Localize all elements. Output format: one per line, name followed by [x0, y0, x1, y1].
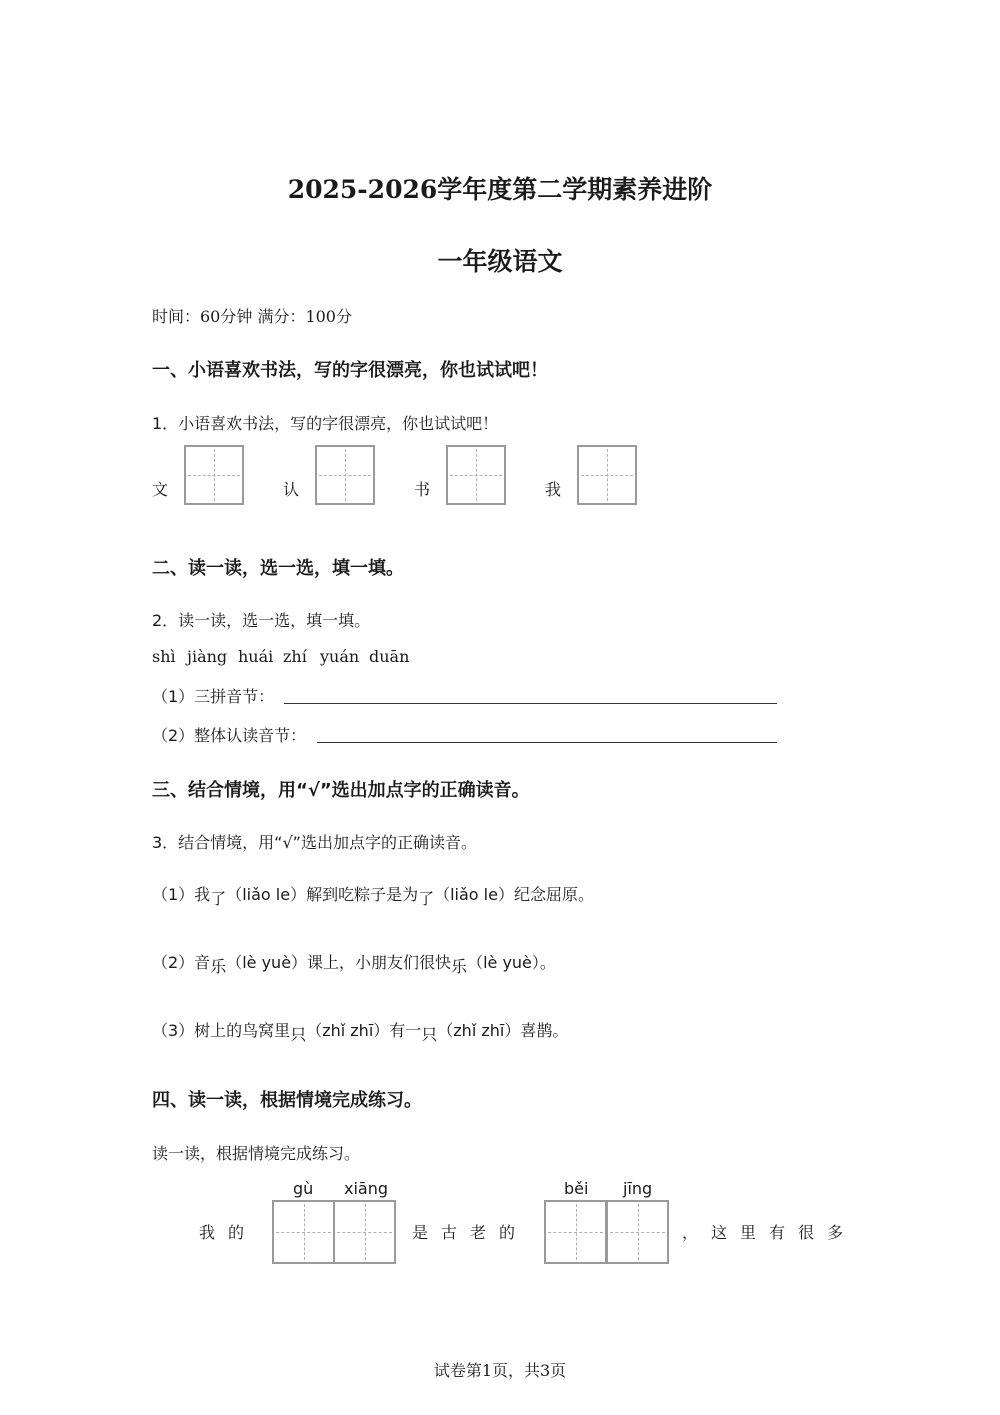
- answer-line-2[interactable]: [317, 741, 777, 743]
- writing-box-1[interactable]: [184, 445, 244, 505]
- item-2-label: （2）整体认读音节：: [152, 726, 307, 745]
- question-1: 1．小语喜欢书法，写的字很漂亮，你也试试吧！: [152, 414, 499, 433]
- pinyin-option-4: zhí: [283, 647, 307, 666]
- exam-title: 2025-2026学年度第二学期素养进阶: [287, 175, 713, 204]
- writing-box-3[interactable]: [446, 445, 506, 505]
- writing-box-jing[interactable]: [606, 1200, 669, 1264]
- q3-item-2: （2）音乐（lè yuè）课上，小朋友们很快乐（lè yuè）。: [152, 953, 556, 976]
- question-3: 3．结合情境，用“√”选出加点字的正确读音。: [152, 833, 477, 852]
- section-2-heading: 二、读一读，选一选，填一填。: [152, 558, 404, 579]
- q3-item-1: （1）我了（liǎo le）解到吃粽子是为了（liǎo le）纪念屈原。: [152, 885, 594, 908]
- section-3-heading: 三、结合情境，用“√”选出加点字的正确读音。: [152, 780, 530, 801]
- q3-item-3: （3）树上的鸟窝里只（zhǐ zhī）有一只（zhǐ zhī）喜鹊。: [152, 1021, 569, 1044]
- char-wen: 文: [152, 480, 169, 499]
- char-shu: 书: [414, 480, 431, 499]
- exam-info: 时间：60分钟 满分：100分: [152, 307, 352, 326]
- page-footer: 试卷第1页，共3页: [433, 1361, 567, 1380]
- pinyin-option-6: duān: [369, 647, 410, 666]
- writing-box-bei[interactable]: [544, 1200, 607, 1264]
- pinyin-option-2: jiàng: [187, 647, 228, 666]
- sentence-part-1: 我的: [199, 1223, 258, 1242]
- char-ren: 认: [283, 480, 300, 499]
- section-4-heading: 四、读一读，根据情境完成练习。: [152, 1090, 422, 1111]
- writing-box-gu[interactable]: [272, 1200, 335, 1264]
- pinyin-option-1: shì: [152, 647, 176, 666]
- pinyin-option-3: huái: [238, 647, 274, 666]
- pinyin-option-5: yuán: [320, 647, 360, 666]
- pinyin-bei: běi: [564, 1179, 589, 1198]
- question-2: 2．读一读，选一选，填一填。: [152, 611, 371, 630]
- exam-subject: 一年级语文: [437, 247, 563, 276]
- pinyin-gu: gù: [293, 1179, 314, 1198]
- sentence-part-2: 是古老的: [412, 1223, 529, 1242]
- writing-box-2[interactable]: [315, 445, 375, 505]
- writing-box-4[interactable]: [577, 445, 637, 505]
- question-4: 读一读，根据情境完成练习。: [152, 1144, 361, 1163]
- char-wo: 我: [545, 480, 562, 499]
- item-1-label: （1）三拼音节：: [152, 687, 275, 706]
- sentence-part-3: ，这里有很多: [682, 1223, 857, 1242]
- pinyin-xiang: xiāng: [344, 1179, 389, 1198]
- writing-box-xiang[interactable]: [333, 1200, 396, 1264]
- section-1-heading: 一、小语喜欢书法，写的字很漂亮，你也试试吧！: [152, 360, 548, 381]
- pinyin-jing: jīng: [623, 1179, 653, 1198]
- answer-line-1[interactable]: [284, 702, 777, 704]
